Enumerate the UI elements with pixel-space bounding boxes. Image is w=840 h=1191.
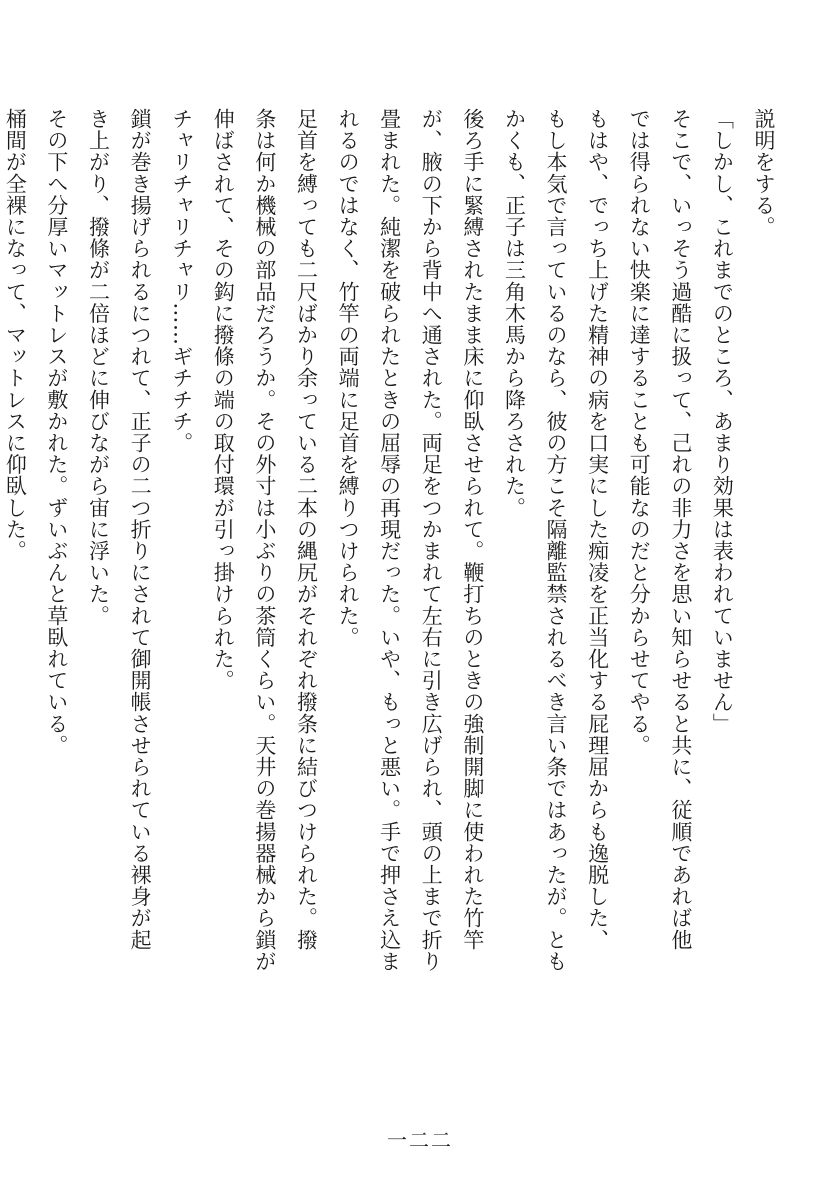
text-line: 畳まれた。純潔を破られたときの屈辱の再現だった。いや、もっと悪い。手で押さえ込ま <box>377 108 402 972</box>
text-line: れるのではなく、竹竿の両端に足首を縛りつけられた。 <box>336 108 361 648</box>
text-line: 桶間が全裸になって、マットレスに仰臥した。 <box>3 108 28 562</box>
text-line: 条は何か機械の部品だろうか。その外寸は小ぶりの茶筒くらい。天井の巻揚器械から鎖が <box>252 108 277 972</box>
page-number: 一二二 <box>387 1128 453 1152</box>
text-line: 鎖が巻き揚げられるにつれて、正子の二つ折りにされて御開帳させられている裸身が起 <box>128 108 153 951</box>
text-line: その下へ分厚いマットレスが敷かれた。ずいぶんと草臥れている。 <box>44 108 69 756</box>
text-line: では得られない快楽に達することも可能なのだと分からせてやる。 <box>627 108 652 756</box>
text-line: 「しかし、これまでのところ、あまり効果は表われていません」 <box>710 108 735 735</box>
text-line: チャリチャリチャリ……ギチチチ。 <box>169 108 194 454</box>
text-line: そこで、いっそう過酷に扱って、己れの非力さを思い知らせると共に、従順であれば他 <box>668 108 693 951</box>
text-line: が、腋の下から背中へ通された。両足をつかまれて左右に引き広げられ、頭の上まで折り <box>419 108 444 972</box>
text-line: もはや、でっち上げた精神の病を口実にした痴凌を正当化する屁理屈からも逸脱した、 <box>585 108 610 951</box>
text-line: もし本気で言っているのなら、彼の方こそ隔離監禁されるべき言い条ではあったが。とも <box>544 108 569 972</box>
text-line: 足首を縛っても二尺ばかり余っている二本の縄尻がそれぞれ撥条に結びつけられた。撥 <box>294 108 319 951</box>
text-line: き上がり、撥條が二倍ほどに伸びながら宙に浮いた。 <box>86 108 111 627</box>
vertical-text-body <box>3 108 784 1038</box>
text-line: 伸ばされて、その鈎に撥條の端の取付環が引っ掛けられた。 <box>211 108 236 692</box>
text-line: 後ろ手に緊縛されたまま床に仰臥させられて。鞭打ちのときの強制開脚に使われた竹竿 <box>460 108 485 951</box>
text-line: かくも、正子は三角木馬から降ろされた。 <box>502 108 527 519</box>
text-line: 説明をする。 <box>752 108 776 238</box>
